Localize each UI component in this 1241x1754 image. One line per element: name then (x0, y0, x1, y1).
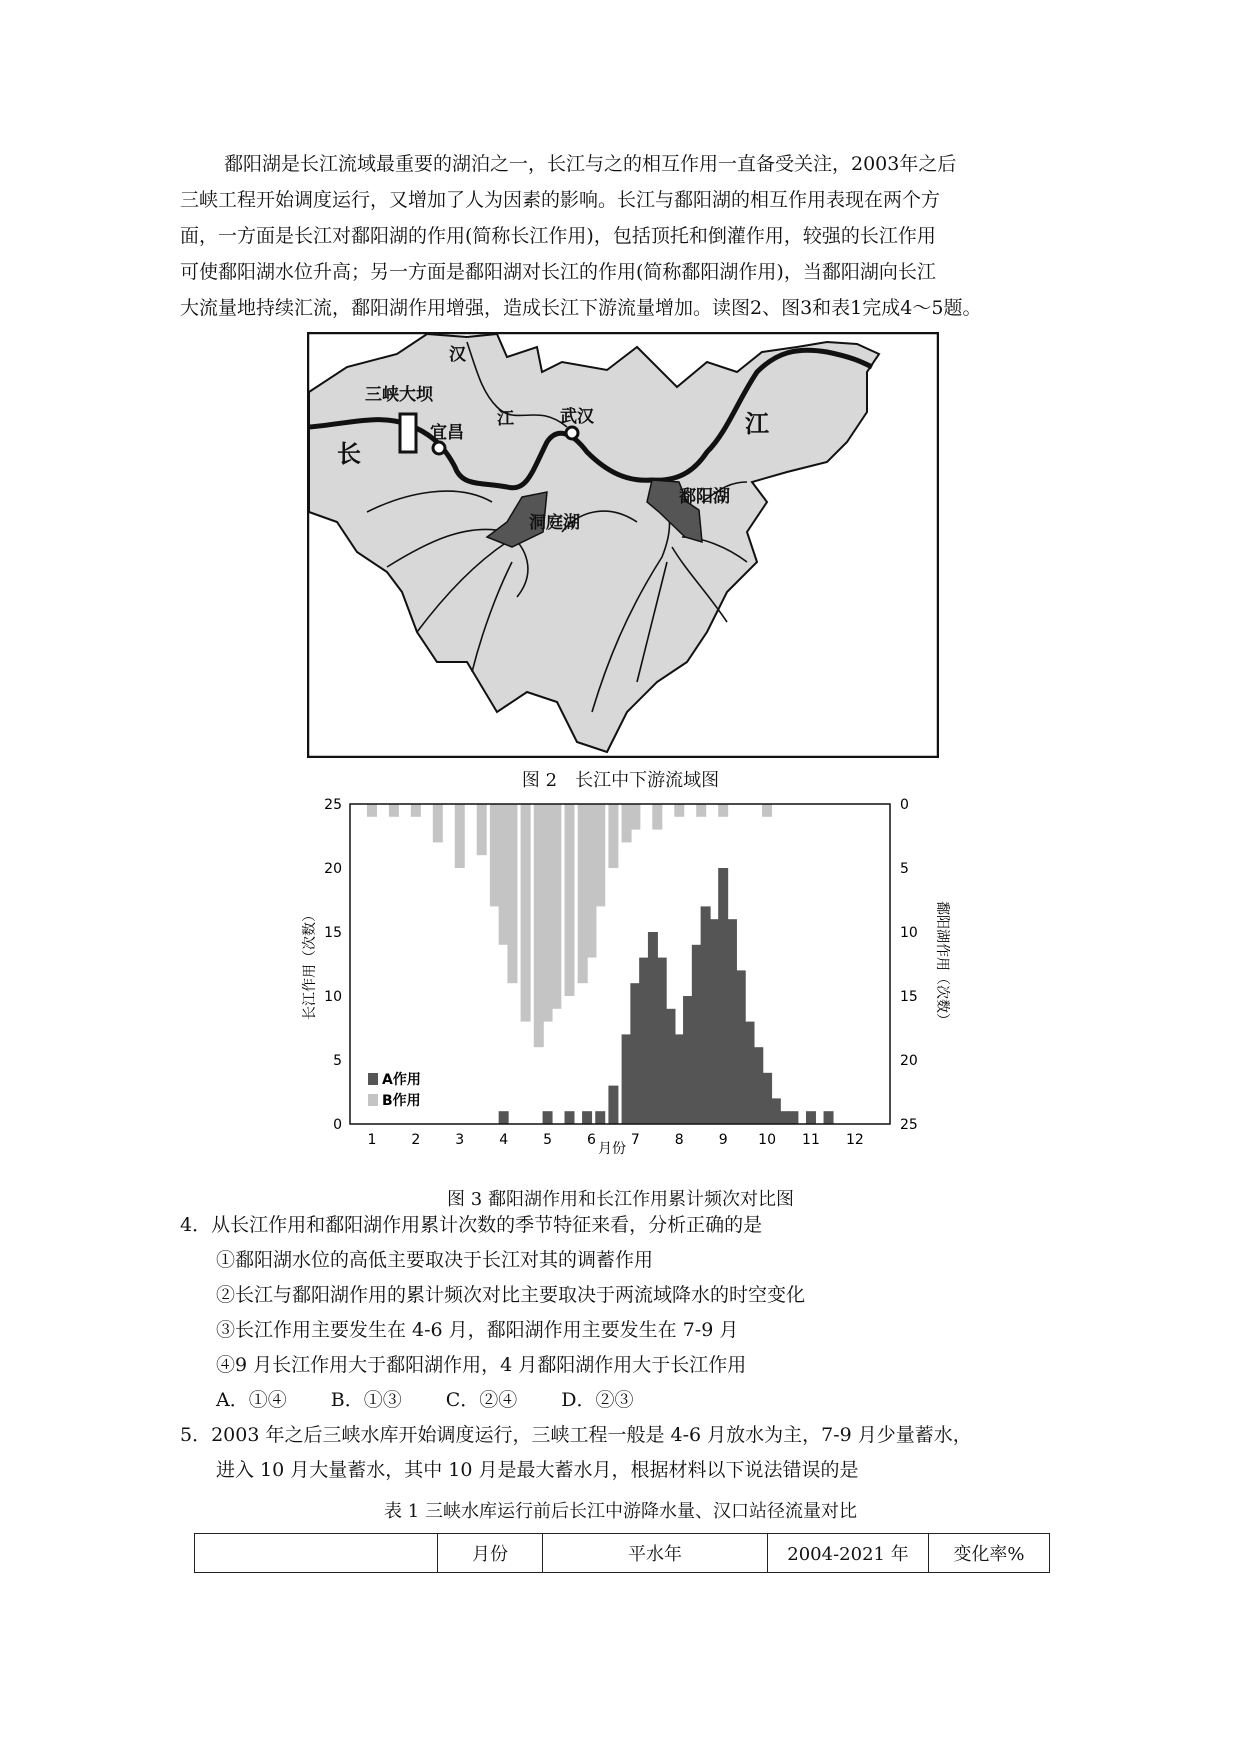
a-effect-bar (608, 1086, 618, 1124)
a-effect-bar (648, 932, 658, 1124)
intro-line-4: 可使鄱阳湖水位升高；另一方面是鄱阳湖对长江的作用(简称鄱阳湖作用)，当鄱阳湖向长江 (180, 261, 936, 283)
right-tick-label: 15 (900, 989, 918, 1005)
label-dongting: 洞庭湖 (529, 513, 580, 533)
intro-line-1: 鄱阳湖是长江流域最重要的湖泊之一，长江与之的相互作用一直备受关注，2003年之后 (224, 153, 957, 175)
b-effect-bar (608, 804, 618, 868)
b-effect-bar (652, 804, 662, 830)
q4-option-1: ①鄱阳湖水位的高低主要取决于长江对其的调蓄作用 (216, 1249, 654, 1271)
a-effect-bar (582, 1111, 592, 1124)
b-effect-bar (477, 804, 487, 855)
label-wuhan: 武汉 (560, 407, 594, 427)
a-effect-bar (745, 1022, 755, 1124)
b-effect-bar (630, 804, 640, 830)
a-effect-bar (753, 1047, 763, 1124)
q4-choice-a[interactable]: A．①④ (216, 1389, 287, 1411)
x-tick-label: 10 (758, 1132, 776, 1148)
a-effect-bar (771, 1098, 781, 1124)
table-1-caption: 表 1 三峡水库运行前后长江中游降水量、汉口站径流量对比 (384, 1501, 857, 1522)
a-effect-bar (788, 1111, 798, 1124)
frequency-comparison-chart (290, 796, 950, 1156)
a-effect-bar (718, 868, 728, 1124)
q5-stem-line-1: 5．2003 年之后三峡水库开始调度运行，三峡工程一般是 4-6 月放水为主，7-9 月少量蓄水， (180, 1424, 972, 1446)
intro-line-2: 三峡工程开始调度运行，又增加了人为因素的影响。长江与鄱阳湖的相互作用表现在两个方 (180, 189, 941, 211)
q4-choice-c[interactable]: C．②④ (445, 1389, 518, 1411)
b-effect-bar (499, 804, 509, 945)
right-tick-label: 25 (900, 1117, 918, 1133)
b-effect-bar (490, 804, 500, 906)
left-axis-ticks (324, 797, 342, 1133)
yichang-marker (433, 442, 445, 454)
a-effect-bar (657, 958, 667, 1124)
label-jiang-small: 江 (497, 409, 514, 429)
a-effect-bar (674, 1034, 684, 1124)
figure-3-caption: 图 3 鄱阳湖作用和长江作用累计频次对比图 (447, 1189, 794, 1210)
a-effect-bar (565, 1111, 575, 1124)
x-tick-label: 6 (587, 1132, 596, 1148)
y-right-label: 鄱阳湖作用（次数） (934, 901, 950, 1027)
label-sanxia: 三峡大坝 (365, 385, 433, 405)
plot-frame (350, 804, 890, 1124)
label-han: 汉 (449, 345, 466, 365)
right-tick-label: 20 (900, 1053, 918, 1069)
a-effect-bar (499, 1111, 509, 1124)
legend-swatch-a (368, 1073, 378, 1085)
q5-stem-line-2: 进入 10 月大量蓄水，其中 10 月是最大蓄水月，根据材料以下说法错误的是 (216, 1459, 859, 1481)
q4-stem: 4．从长江作用和鄱阳湖作用累计次数的季节特征来看，分析正确的是 (180, 1214, 763, 1236)
left-tick-label: 0 (333, 1117, 342, 1133)
table-header-row (195, 1534, 1050, 1573)
b-effect-bar (367, 804, 377, 817)
label-jiang-big: 江 (745, 410, 769, 438)
wuhan-marker (566, 427, 578, 439)
table-header-cell (195, 1534, 438, 1573)
a-effect-bar (701, 906, 711, 1124)
question-5 (180, 1418, 1100, 1488)
q4-choices (180, 1383, 1100, 1418)
x-tick-label: 7 (630, 1132, 640, 1148)
right-tick-label: 0 (900, 797, 909, 813)
b-effect-bar (762, 804, 772, 817)
legend-label-b: B作用 (382, 1093, 421, 1109)
b-effect-bar (622, 804, 632, 842)
left-tick-label: 20 (324, 861, 342, 877)
a-effect-bar (806, 1111, 816, 1124)
b-effect-bar (534, 804, 544, 1047)
left-tick-label: 5 (333, 1053, 342, 1069)
yangtze-basin-map (307, 332, 939, 758)
table-header-cell: 月份 (438, 1534, 543, 1573)
a-effect-bar (543, 1111, 553, 1124)
left-tick-label: 10 (324, 989, 342, 1005)
a-effect-bar (780, 1111, 790, 1124)
b-effect-bar (543, 804, 553, 1022)
a-effect-bar (595, 1111, 605, 1124)
figure-2-caption: 图 2 长江中下游流域图 (521, 770, 720, 791)
a-effect-bar (727, 919, 737, 1124)
label-chang: 长 (337, 440, 361, 468)
table-header-cell: 平水年 (543, 1534, 768, 1573)
y-left-label: 长江作用（次数） (302, 908, 318, 1020)
a-effect-bar (683, 996, 693, 1124)
a-effect-bar (709, 919, 719, 1124)
a-effect-bar (630, 983, 640, 1124)
b-effect-bar (507, 804, 517, 983)
q4-option-3: ③长江作用主要发生在 4-6 月，鄱阳湖作用主要发生在 7-9 月 (216, 1319, 739, 1341)
table-header-cell: 2004-2021 年 (768, 1534, 929, 1573)
x-tick-label: 3 (455, 1132, 465, 1148)
x-tick-label: 9 (718, 1132, 728, 1148)
label-poyang: 鄱阳湖 (679, 487, 730, 507)
left-tick-label: 25 (324, 797, 342, 813)
x-tick-label: 5 (543, 1132, 553, 1148)
b-effect-bar (433, 804, 443, 842)
b-effect-bar (551, 804, 561, 1009)
a-effect-bar (824, 1111, 834, 1124)
b-effect-bar (521, 804, 531, 1022)
right-tick-label: 5 (900, 861, 909, 877)
x-tick-label: 4 (499, 1132, 509, 1148)
x-axis-label: 月份 (598, 1141, 626, 1156)
legend-label-a: A作用 (382, 1072, 421, 1088)
legend-swatch-b (368, 1094, 378, 1106)
table-header-cell: 变化率% (929, 1534, 1050, 1573)
b-effect-bar (565, 804, 575, 996)
table-1 (194, 1533, 1050, 1573)
b-effect-bar (411, 804, 421, 817)
intro-line-3: 面，一方面是长江对鄱阳湖的作用(简称长江作用)，包括顶托和倒灌作用，较强的长江作用 (180, 225, 936, 247)
left-tick-label: 15 (324, 925, 342, 941)
b-effect-bar (586, 804, 596, 958)
a-effect-bar (736, 970, 746, 1124)
b-effect-bar (578, 804, 588, 983)
a-effect-bar (665, 1009, 675, 1124)
b-effect-bar (595, 804, 605, 906)
intro-paragraph (180, 146, 1080, 326)
q4-choice-b[interactable]: B．①③ (330, 1389, 402, 1411)
right-axis-ticks (900, 797, 918, 1133)
q4-choice-d[interactable]: D．②③ (561, 1389, 634, 1411)
b-effect-bar (389, 804, 399, 817)
label-yichang: 宜昌 (430, 423, 464, 443)
intro-line-5: 大流量地持续汇流，鄱阳湖作用增强，造成长江下游流量增加。读图2、图3和表1完成4～5题。 (180, 297, 982, 319)
x-tick-label: 1 (367, 1132, 377, 1148)
right-tick-label: 10 (900, 925, 918, 941)
three-gorges-dam-marker (400, 414, 416, 452)
b-effect-bar (696, 804, 706, 817)
plot-area (367, 804, 834, 1124)
a-effect-bar (622, 1034, 632, 1124)
b-effect-bar (718, 804, 728, 817)
a-effect-bar (762, 1073, 772, 1124)
x-tick-label: 8 (674, 1132, 684, 1148)
x-tick-label: 2 (411, 1132, 421, 1148)
a-effect-bar (692, 945, 702, 1124)
b-effect-bar (674, 804, 684, 817)
q4-option-2: ②长江与鄱阳湖作用的累计频次对比主要取决于两流域降水的时空变化 (216, 1284, 806, 1306)
b-effect-bar (455, 804, 465, 868)
a-effect-bar (639, 958, 649, 1124)
x-tick-label: 12 (845, 1132, 864, 1148)
q4-option-4: ④9 月长江作用大于鄱阳湖作用，4 月鄱阳湖作用大于长江作用 (216, 1354, 747, 1376)
x-tick-label: 11 (802, 1132, 820, 1148)
question-4 (180, 1208, 1100, 1418)
